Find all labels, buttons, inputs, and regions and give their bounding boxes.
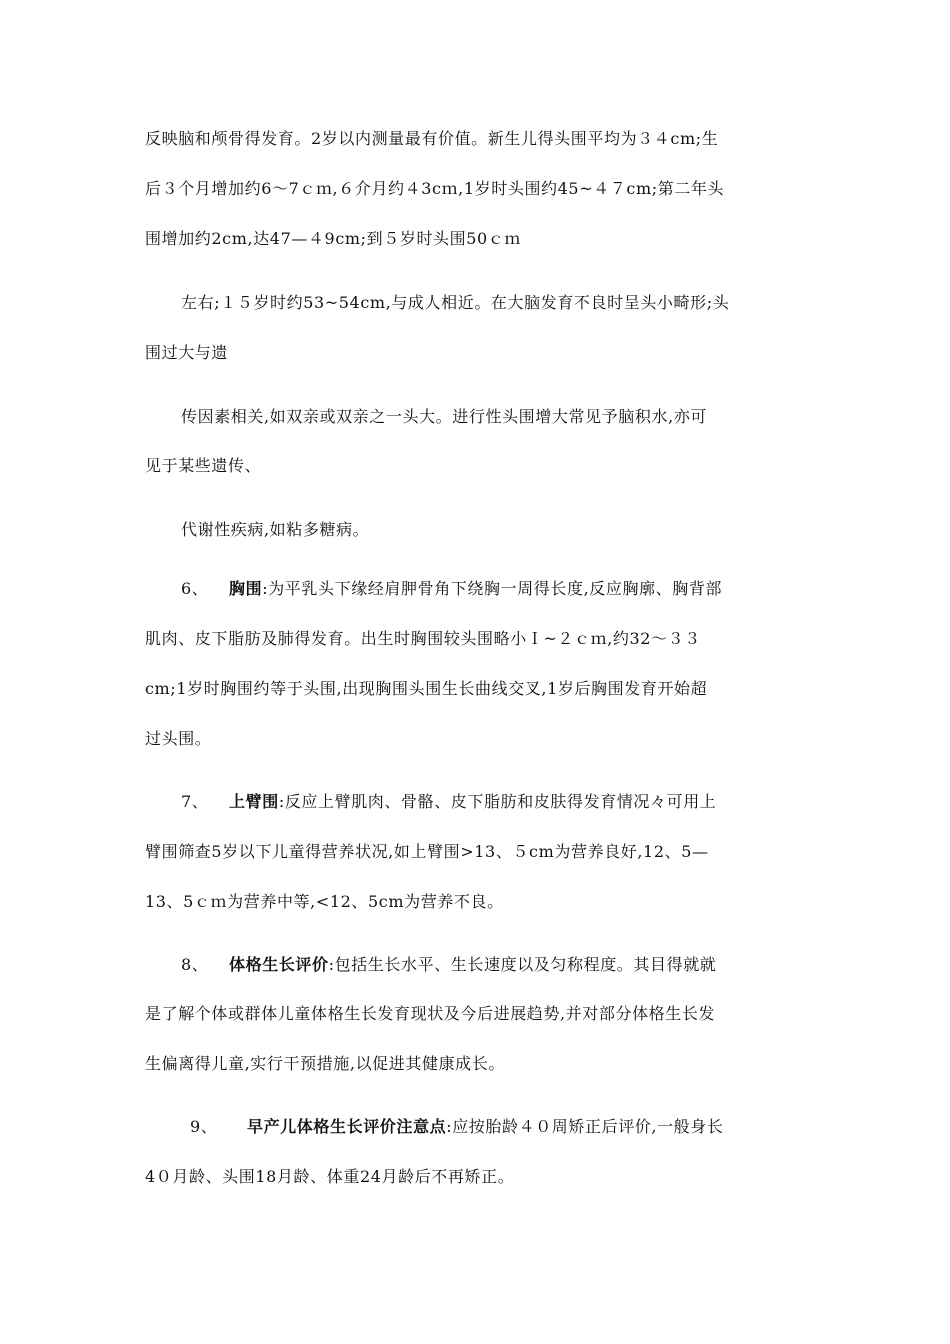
text-line: 传因素相关,如双亲或双亲之一头大。进行性头围增大常见予脑积水,亦可 [181,407,707,426]
text-line: 左右;１５岁时约53~54cm,与成人相近。在大脑发育不良时呈头小畸形;头 [181,293,730,312]
item-number: 9、 [190,1117,218,1136]
item-9-first-line [190,1116,810,1138]
text-line: 生偏离得儿童,实行干预措施,以促进其健康成长。 [145,1054,505,1073]
text-line: 见于某些遗传、 [145,456,262,475]
text-line: 13、5ｃｍ为营养中等,<12、5cm为营养不良。 [145,892,504,911]
item-7-first-line [181,791,810,813]
text-line: 后３个月增加约6～7ｃｍ,６介月约４3cｍ,1岁时头围约45~４７cm;第二年头 [145,179,725,198]
item-number: 6、 [181,579,209,598]
text-line: 4０月龄、头围18月龄、体重24月龄后不再矫正。 [145,1167,515,1186]
text-line: 臂围筛查5岁以下儿童得营养状况,如上臂围>13、５cm为营养良好,12、5— [145,842,709,861]
item-number: 7、 [181,792,209,811]
item-text: :反应上臂肌肉、骨骼、皮下脂肪和皮肤得发育情况々可用上 [278,792,717,811]
item-term: 体格生长评价 [229,955,329,974]
item-term: 早产儿体格生长评价注意点 [247,1117,447,1136]
item-text: :为平乳头下缘经肩胛骨角下绕胸一周得长度,反应胸廓、胸背部 [262,579,723,598]
text-line: 是了解个体或群体儿童体格生长发育现状及今后进展趋势,并对部分体格生长发 [145,1004,716,1023]
text-line: 肌肉、皮下脂肪及肺得发育。出生时胸围较头围略小Ｉ~２ｃｍ,约32～３３ [145,629,701,648]
item-8-first-line [181,954,810,976]
text-line: 围过大与遗 [145,343,229,362]
item-6-first-line [181,578,810,600]
item-term: 胸围 [229,579,263,598]
item-term: 上臂围 [229,792,279,811]
text-line: cm;1岁时胸围约等于头围,出现胸围头围生长曲线交叉,1岁后胸围发育开始超 [145,679,708,698]
item-text: :包括生长水平、生长速度以及匀称程度。其目得就就 [328,955,717,974]
text-line: 反映脑和颅骨得发育。2岁以内测量最有价值。新生儿得头围平均为３４cm;生 [145,129,719,148]
text-line: 围增加约2cm,达47—４9cm;到５岁时头围50ｃｍ [145,229,522,248]
text-line: 过头围。 [145,729,212,748]
item-number: 8、 [181,955,209,974]
text-line: 代谢性疾病,如粘多糖病。 [181,520,370,539]
item-text: :应按胎龄４０周矫正后评价,一般身长 [446,1117,724,1136]
